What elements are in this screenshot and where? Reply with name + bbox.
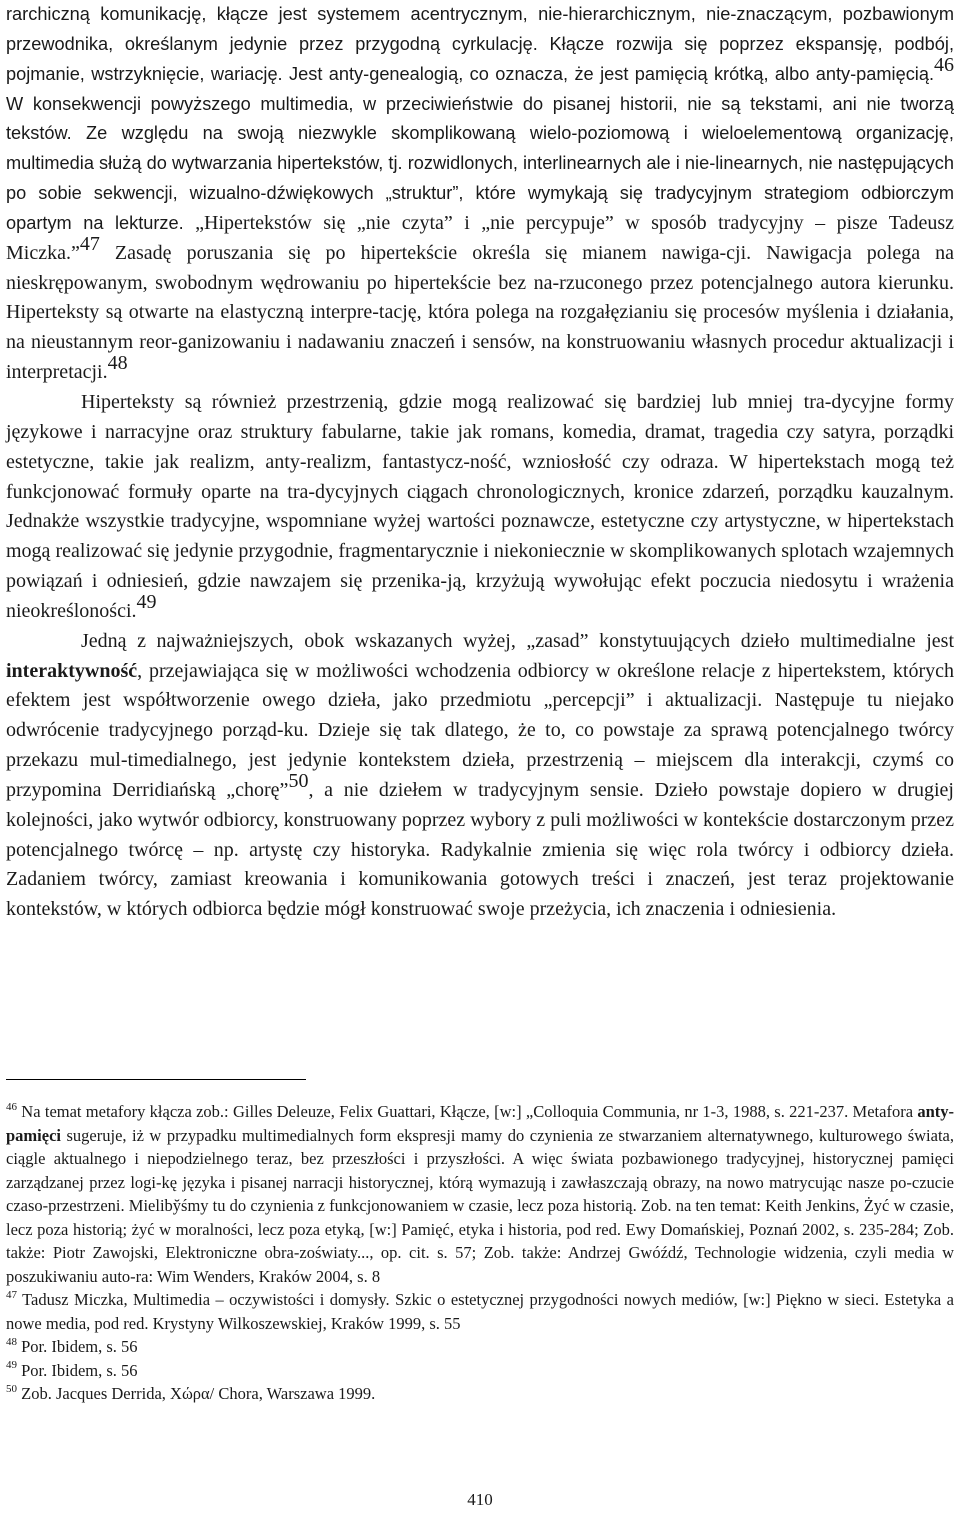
paragraph <box>6 0 954 388</box>
text-run: Na temat metafory kłącza zob.: Gilles Deleuze, Felix Guattari, Kłącze, [w:] „Colloquia Communia, nr 1-3, 1988, s. 221-237. Metafora <box>17 1102 918 1121</box>
text-run: Por. Ibidem, s. 56 <box>17 1360 138 1380</box>
text-run: Zob. Jacques Derrida, Xώρα/ Chora, Warszawa 1999. <box>17 1384 376 1403</box>
text-run: Hiperteksty są również przestrzenią, gdzie mogą realizować się bardziej lub mniej tra-dycyjne formy językowe i narracyjne oraz struktury fabularne, takie jak romans, komedia, dramat, tragedia czy satyra, porządki estetyczne, takie jak realizm, anty-realizm, fantastycz-ność, wzniosłość czy odraza. W hipertekstach mogą też funkcjonować formuły oparte na tra-dycyjnych ciągach chronologicznych, kronice zdarzeń, porządku kauzalnym. Jednakże wszystkie tradycyjne, wspomniane wyżej wartości poznawcze, estetyczne czy artystyczne, w hipertekstach mogą realizować się jedynie przygodnie, fragmentarycznie i niekoniecznie w skomplikowanych splotach wzajemnych powiązań i odniesień, gdzie nawzajem się przenika-ją, krzyżują wywołując efekt poczucia niedosytu i wrażenia nieokreśloności. <box>6 390 954 622</box>
footnote <box>6 1359 954 1383</box>
bold-term: interaktywność <box>6 659 138 682</box>
footnote <box>6 1382 954 1406</box>
footnote <box>6 1288 954 1335</box>
text-run: rarchiczną komunikację, kłącze jest systemem acentrycznym, nie-hierarchicznym, nie-znaczącym, pozbawionym przewodnika, określanym jedynie przez przygodną cyrkulację. Kłącze rozwija się poprzez ekspansję, podbój, pojmanie, wstrzyknięcie, wariację. Jest anty-genealogią, co oznacza, że jest pamięcią krótką, albo anty-pamięcią. <box>6 4 954 84</box>
text-run: Jedną z najważniejszych, obok wskazanych wyżej, „zasad” konstytuujących dzieło multimedialne jest <box>81 629 954 652</box>
footnote-number: 47 <box>6 1288 17 1301</box>
footnote <box>6 1335 954 1359</box>
paragraph <box>6 388 954 627</box>
page-number: 410 <box>467 1490 493 1509</box>
footnote-ref: 50 <box>288 770 309 793</box>
paragraph <box>6 627 954 925</box>
text-run: Por. Ibidem, s. 56 <box>17 1337 138 1356</box>
bold-term: anty-pamięci <box>6 1102 954 1145</box>
footnote-separator <box>6 1079 306 1080</box>
footnotes <box>6 1100 954 1406</box>
text-run: Tadusz Miczka, Multimedia – oczywistości i domysły. Szkic o estetycznej przygodności nowych mediów, [w:] Piękno w sieci. Estetyka a nowe media, pod red. Krystyny Wilkoszewskiej, Kraków 1999, s. 55 <box>6 1290 954 1333</box>
footnote-number: 50 <box>6 1382 17 1395</box>
text-run: , przejawiająca się w możliwości wchodzenia odbiorcy w określone relacje z hipertekstem, których efektem jest współtworzenie owego dzieła, jako przedmiotu „percepcji” i aktualizacji. Następuje tu niejako odwrócenie tradycyjnego porząd-ku. Dzieje się tak dlatego, że to, co powstaje za sprawą potencjalnego twórcy przekazu mul-timedialnego, jest jedynie kontekstem dzieła, przestrzenią – miejscem dla interakcji, czymś co przypomina Derridiańską „chorę” <box>6 659 954 801</box>
footnote-number: 46 <box>6 1100 17 1113</box>
text-run: „Hipertekstów się „nie czyta” i „nie percypuje” w sposób tradycyjny – pisze Tadeusz Miczka.” <box>6 211 954 264</box>
main-text <box>6 0 954 925</box>
footnote-ref: 46 <box>934 54 954 77</box>
footnote <box>6 1100 954 1288</box>
text-run: W konsekwencji powyższego multimedia, w przeciwieństwie do pisanej historii, nie są tekstami, ani nie tworzą tekstów. Ze względu na swoją niezwykle skomplikowaną wielo-poziomową i wieloelementową organizację, multimedia służą do wytwarzania hipertekstów, tj. rozwidlonych, interlinearnych ale i nie-linearnych, nie następujących po sobie sekwencji, wizualno-dźwiękowych „struktur”, które wymykają się tradycyjnym strategiom odbiorczym opartym na lekturze. <box>6 93 954 233</box>
footnote-ref: 49 <box>136 591 157 614</box>
text-run: , a nie dziełem w tradycyjnym sensie. Dzieło powstaje dopiero w drugiej kolejności, jako wytwór odbiorcy, konstruowany poprzez wybory z puli możliwości w kontekście dostarczonym przez potencjalnego twórcę – np. artystę czy historyka. Radykalnie zmienia się więc rola twórcy i odbiorcy dzieła. Zadaniem twórcy, zamiast kreowania i komunikowania gotowych treści i znaczeń, jest teraz projektowanie kontekstów, w których odbiorca będzie mógł konstruować swoje przeżycia, ich znaczenia i odniesienia. <box>6 778 954 921</box>
text-run: sugeruje, iż w przypadku multimedialnych form ekspresji mamy do czynienia ze stwarzaniem alternatywnego, kulturowego świata, ciągle aktualnego i niepodzielnego teraz, bez przeszłości i przyszłości. A więc świata pozbawionego tradycyjnej, historycznej pamięci zarządzanej przez logi-kę języka i pisanej narracji historycznej, którą wymazują i zawłaszczają obrazy, na nowo matrycując nasze po-czucie czaso-przestrzeni. Mieliby̆śmy tu do czynienia z funkcjonowaniem w czasie, lecz poza historią. Zob. na ten temat: Keith Jenkins, Żyć w czasie, lecz poza historią; żyć w moralności, lecz poza etyką, [w:] Pamięć, etyka i historia, pod red. Ewy Domańskiej, Poznań 2002, s. 235-284; Zob. także: Piotr Zawojski, Elektroniczne obra-zoświaty..., op. cit. s. 57; Zob. także: Andrzej Gwóźdź, Technologie widzenia, czyli media w poszukiwaniu auto-ra: Wim Wenders, Kraków 2004, s. 8 <box>6 1125 954 1286</box>
footnote-ref: 48 <box>107 352 128 375</box>
footnote-number: 49 <box>6 1359 17 1371</box>
text-run: Zasadę poruszania się po hipertekście określa się mianem nawiga-cji. Nawigacja polega na nieskrępowanym, swobodnym wędrowaniu po hipertekście bez na-rzuconego przez potencjalnego autora kierunku. Hiperteksty są otwarte na elastyczną interpre-tację, która polega na rozgałęzianiu się procesów myślenia i działania, na nieustannym reor-ganizowaniu i nadawaniu znaczeń i sensów, na konstruowaniu własnych procedur aktualizacji i interpretacji. <box>6 241 954 384</box>
footnote-number: 48 <box>6 1335 17 1348</box>
footnote-ref: 47 <box>79 233 100 256</box>
